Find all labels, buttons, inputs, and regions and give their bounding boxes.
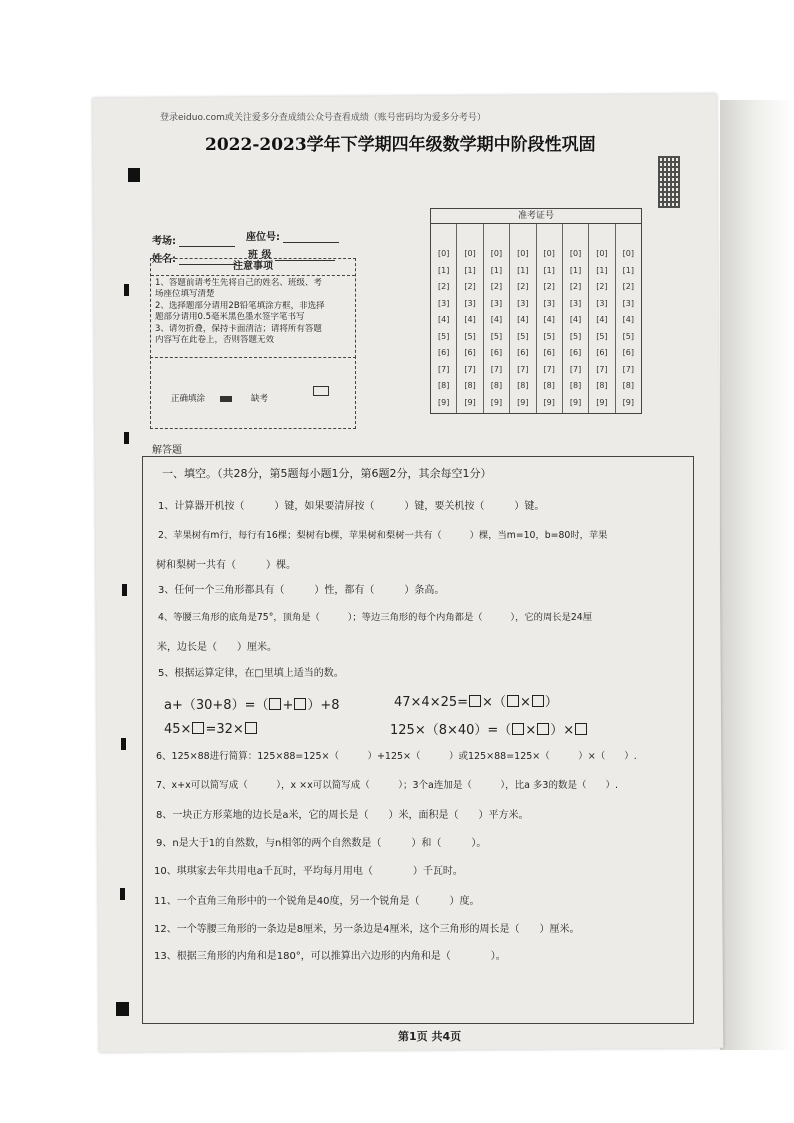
admission-digit-bubble[interactable]: [7] xyxy=(596,364,608,374)
login-notice: 登录eiduo.com或关注爱多分查成绩公众号查看成绩（账号密码均为爱多分考号） xyxy=(160,113,486,123)
admission-digit-bubble[interactable]: [8] xyxy=(569,381,582,390)
admission-digit-bubble[interactable]: [0] xyxy=(622,249,634,258)
admission-digit-bubble[interactable]: [4] xyxy=(622,315,634,324)
admission-digit-bubble[interactable]: [3] xyxy=(622,298,634,308)
alignment-marker xyxy=(124,432,129,444)
admission-digit-bubble[interactable]: [2] xyxy=(622,282,634,291)
admission-digit-bubble[interactable]: [5] xyxy=(464,331,476,341)
admission-digit-column xyxy=(563,224,589,413)
seat-number-line[interactable] xyxy=(283,232,339,243)
admission-digit-bubble[interactable]: [5] xyxy=(438,331,450,341)
admission-digit-bubble[interactable]: [7] xyxy=(543,364,555,374)
class-label: 班 级 xyxy=(248,250,272,261)
qr-code-icon xyxy=(658,156,680,208)
admission-digit-bubble[interactable]: [1] xyxy=(622,265,634,275)
exam-title: 2022-2023学年下学期四年级数学期中阶段性巩固 xyxy=(205,135,596,155)
admission-digit-bubble[interactable]: [6] xyxy=(596,348,608,357)
admission-digit-bubble[interactable]: [9] xyxy=(596,397,608,407)
admission-digit-bubble[interactable]: [0] xyxy=(596,249,608,258)
admission-digit-bubble[interactable]: [5] xyxy=(569,331,582,341)
admission-digit-bubble[interactable]: [4] xyxy=(517,315,529,324)
q5-expr-text: × xyxy=(519,695,531,710)
admission-digit-bubble[interactable]: [1] xyxy=(490,265,503,275)
admission-digit-bubble[interactable]: [4] xyxy=(543,315,555,324)
alignment-marker xyxy=(122,584,127,596)
admission-digit-bubble[interactable]: [4] xyxy=(464,315,476,324)
answer-square[interactable] xyxy=(532,695,544,707)
q5-expr-text: ）+8 xyxy=(307,698,340,713)
admission-digit-bubble[interactable]: [1] xyxy=(543,265,555,275)
absent-label: 缺考 xyxy=(251,394,269,404)
notes-line: 题部分请用0.5毫米黑色墨水签字笔书写 xyxy=(155,312,305,322)
admission-digit-bubble[interactable]: [2] xyxy=(517,282,529,291)
admission-digit-column xyxy=(589,224,615,413)
admission-digit-bubble[interactable]: [7] xyxy=(622,364,634,374)
admission-digit-bubble[interactable]: [7] xyxy=(517,364,529,374)
alignment-marker xyxy=(121,738,126,750)
question-4b: 米，边长是（ ）厘米。 xyxy=(157,642,277,653)
filled-swatch xyxy=(220,396,232,402)
admission-digit-bubble[interactable]: [4] xyxy=(569,315,582,324)
admission-digit-bubble[interactable]: [9] xyxy=(490,397,503,407)
question-4a: 4、等腰三角形的底角是75°，顶角是（ ）；等边三角形的每个内角都是（ ），它的周长是24厘 xyxy=(158,612,592,623)
question-3: 3、任何一个三角形都具有（ ）性，都有（ ）条高。 xyxy=(158,585,445,596)
admission-digit-bubble[interactable]: [2] xyxy=(464,282,476,291)
question-11: 11、一个直角三角形中的一个锐角是40度，另一个锐角是（ ）度。 xyxy=(154,896,480,907)
admission-digit-bubble[interactable]: [0] xyxy=(464,249,476,258)
q5-expr-text: 47×4×25= xyxy=(394,695,469,710)
q5-expr-text: =32× xyxy=(205,722,244,737)
admission-digit-bubble[interactable]: [4] xyxy=(596,315,608,324)
admission-digit-bubble[interactable]: [4] xyxy=(438,315,450,324)
admission-digit-bubble[interactable]: [5] xyxy=(517,331,529,341)
question-2a: 2、苹果树有m行，每行有16棵；梨树有b棵，苹果树和梨树一共有（ ）棵，当m=10，b=80时，苹果 xyxy=(158,530,608,541)
section-label: 解答题 xyxy=(152,445,182,456)
admission-digit-bubble[interactable]: [3] xyxy=(543,298,555,308)
answer-square[interactable] xyxy=(512,723,524,735)
fill-sample-box xyxy=(150,356,356,429)
q5-expr-1 xyxy=(164,694,340,713)
q5-expr-text: 45× xyxy=(164,722,192,737)
question-12: 12、一个等腰三角形的一条边是8厘米，另一条边是4厘米，这个三角形的周长是（ ）厘米。 xyxy=(154,924,580,935)
admission-digit-bubble[interactable]: [1] xyxy=(464,265,476,275)
admission-digit-bubble[interactable]: [3] xyxy=(517,298,529,308)
admission-digit-bubble[interactable]: [7] xyxy=(438,364,450,374)
alignment-marker xyxy=(116,1002,129,1016)
q5-expr-text: ）× xyxy=(550,723,575,738)
admission-digit-bubble[interactable]: [5] xyxy=(596,331,608,341)
absent-checkbox[interactable] xyxy=(313,386,329,396)
notes-line: 3、请勿折叠，保持卡面清洁；请将所有答题 xyxy=(155,323,322,334)
admission-digit-bubble[interactable]: [5] xyxy=(622,331,634,341)
admission-digit-column xyxy=(431,224,457,413)
answer-square[interactable] xyxy=(294,698,306,710)
q5-expr-text: ） xyxy=(544,695,558,710)
notes-line: 内容写在此卷上，否则答题无效 xyxy=(155,335,275,345)
q5-expr-2 xyxy=(394,691,558,710)
fill-correct xyxy=(171,392,232,404)
notes-line: 2、选择题部分请用2B铅笔填涂方框，非选择 xyxy=(155,300,325,311)
admission-digit-bubble[interactable]: [7] xyxy=(464,364,476,374)
next-page-edge xyxy=(720,100,794,1050)
admission-digit-bubble[interactable]: [6] xyxy=(438,348,450,357)
admission-digit-bubble[interactable]: [9] xyxy=(622,397,634,407)
admission-digit-bubble[interactable]: [9] xyxy=(464,397,476,407)
admission-digit-bubble[interactable]: [8] xyxy=(543,381,555,390)
seat-number-field xyxy=(246,228,339,243)
name-label: 姓名: xyxy=(152,254,176,265)
admission-digit-bubble[interactable]: [2] xyxy=(438,282,450,291)
admission-digit-bubble[interactable]: [6] xyxy=(569,348,582,357)
admission-digit-bubble[interactable]: [8] xyxy=(438,381,450,390)
question-5-text: 5、根据运算定律，在□里填上适当的数。 xyxy=(158,668,344,679)
admission-digit-bubble[interactable]: [2] xyxy=(490,282,503,291)
questions-box xyxy=(142,456,694,1024)
section-heading: 一、填空。（共28分，第5题每小题1分，第6题2分，其余每空1分） xyxy=(162,467,492,480)
admission-digit-bubble[interactable]: [8] xyxy=(517,381,529,390)
alignment-marker xyxy=(128,168,140,182)
admission-digit-column xyxy=(457,224,483,413)
admission-digit-bubble[interactable]: [6] xyxy=(490,348,503,357)
admission-digit-bubble[interactable]: [3] xyxy=(464,298,476,308)
admission-digit-bubble[interactable]: [8] xyxy=(464,381,476,390)
admission-digit-bubble[interactable]: [2] xyxy=(569,282,582,291)
q5-expr-text: ×（ xyxy=(482,695,506,710)
answer-square[interactable] xyxy=(507,695,519,707)
question-10: 10、琪琪家去年共用电a千瓦时，平均每月用电（ ）千瓦时。 xyxy=(154,866,463,877)
admission-digit-bubble[interactable]: [8] xyxy=(596,381,608,390)
admission-digit-bubble[interactable]: [5] xyxy=(543,331,555,341)
admission-digit-bubble[interactable]: [9] xyxy=(438,397,450,407)
admission-digit-bubble[interactable]: [6] xyxy=(517,348,529,357)
admission-digit-column xyxy=(510,224,536,413)
answer-square[interactable] xyxy=(192,722,204,734)
admission-digit-bubble[interactable]: [9] xyxy=(543,397,555,407)
notes-line: 场座位填写清楚 xyxy=(155,289,215,299)
question-6: 6、125×88进行简算：125×88=125×（ ）+125×（ ）或125×88=125×（ ）×（ ）. xyxy=(156,751,637,762)
admission-digit-bubble[interactable]: [6] xyxy=(622,348,634,357)
answer-square[interactable] xyxy=(245,722,257,734)
admission-digit-bubble[interactable]: [0] xyxy=(438,249,450,258)
notes-box xyxy=(150,258,356,358)
exam-room-line[interactable] xyxy=(179,236,235,247)
exam-room-label: 考场: xyxy=(152,236,176,247)
fill-correct-label: 正确填涂 xyxy=(171,394,206,404)
admission-digit-bubble[interactable]: [1] xyxy=(569,265,582,275)
admission-digit-bubble[interactable]: [2] xyxy=(543,282,555,291)
admission-digit-bubble[interactable]: [9] xyxy=(569,397,582,407)
admission-digit-bubble[interactable]: [8] xyxy=(622,381,634,390)
question-5 xyxy=(158,664,344,679)
answer-square[interactable] xyxy=(537,723,549,735)
page-footer: 第1页 共4页 xyxy=(398,1030,462,1043)
admission-digit-bubble[interactable]: [6] xyxy=(464,348,476,357)
exam-room-field xyxy=(152,232,235,247)
admission-heading: 准考证号 xyxy=(431,209,641,224)
question-1: 1、计算器开机按（ ）键，如果要清屏按（ ）键，要关机按（ ）键。 xyxy=(158,501,545,512)
admission-number-grid xyxy=(430,208,642,414)
alignment-marker xyxy=(120,888,125,900)
admission-digit-bubble[interactable]: [2] xyxy=(596,282,608,291)
admission-digit-bubble[interactable]: [3] xyxy=(569,298,582,308)
alignment-marker xyxy=(124,284,129,296)
q5-expr-text: + xyxy=(282,698,294,713)
admission-digit-bubble[interactable]: [7] xyxy=(490,364,503,374)
q5-expr-text: 125×（8×40）=（ xyxy=(390,723,512,738)
admission-digit-column xyxy=(616,224,641,413)
admission-digit-bubble[interactable]: [3] xyxy=(438,298,450,308)
answer-square[interactable] xyxy=(469,695,481,707)
admission-digit-column xyxy=(537,224,563,413)
question-13: 13、根据三角形的内角和是180°，可以推算出六边形的内角和是（ ）。 xyxy=(154,951,506,962)
admission-digit-bubble[interactable]: [3] xyxy=(596,298,608,308)
admission-digit-bubble[interactable]: [9] xyxy=(517,397,529,407)
admission-digit-bubble[interactable]: [8] xyxy=(490,381,503,390)
admission-digit-bubble[interactable]: [0] xyxy=(490,249,503,258)
admission-digit-bubble[interactable]: [3] xyxy=(490,298,503,308)
seat-number-label: 座位号: xyxy=(246,232,280,243)
admission-digit-bubble[interactable]: [1] xyxy=(596,265,608,275)
admission-digit-bubble[interactable]: [5] xyxy=(490,331,503,341)
q5-expr-text: a+（30+8）=（ xyxy=(164,698,269,713)
admission-digit-bubble[interactable]: [7] xyxy=(569,364,582,374)
q5-expr-3 xyxy=(164,722,258,737)
admission-digit-column xyxy=(484,224,510,413)
question-7: 7、x+x可以简写成（ ），x ×x可以简写成（ ）；3个a连加是（ ），比a 多3的数是（ ）. xyxy=(156,780,618,791)
q5-expr-4 xyxy=(390,719,588,738)
q5-expr-text: × xyxy=(525,723,537,738)
notes-heading: 注意事项 xyxy=(151,259,355,276)
question-8: 8、一块正方形菜地的边长是a米，它的周长是（ ）米，面积是（ ）平方米。 xyxy=(156,810,529,821)
admission-digit-bubble[interactable]: [1] xyxy=(438,265,450,275)
admission-digit-bubble[interactable]: [0] xyxy=(543,249,555,258)
admission-digit-bubble[interactable]: [4] xyxy=(490,315,503,324)
notes-line: 1、答题前请考生先将自己的姓名、班级、考 xyxy=(155,277,322,288)
question-2b: 树和梨树一共有（ ）棵。 xyxy=(156,560,296,571)
admission-digit-bubble[interactable]: [1] xyxy=(517,265,529,275)
question-9: 9、n是大于1的自然数，与n相邻的两个自然数是（ ）和（ ）。 xyxy=(156,838,487,849)
answer-square[interactable] xyxy=(269,698,281,710)
admission-digit-bubble[interactable]: [0] xyxy=(517,249,529,258)
admission-digit-bubble[interactable]: [6] xyxy=(543,348,555,357)
answer-square[interactable] xyxy=(575,723,587,735)
admission-digit-bubble[interactable]: [0] xyxy=(569,249,582,258)
